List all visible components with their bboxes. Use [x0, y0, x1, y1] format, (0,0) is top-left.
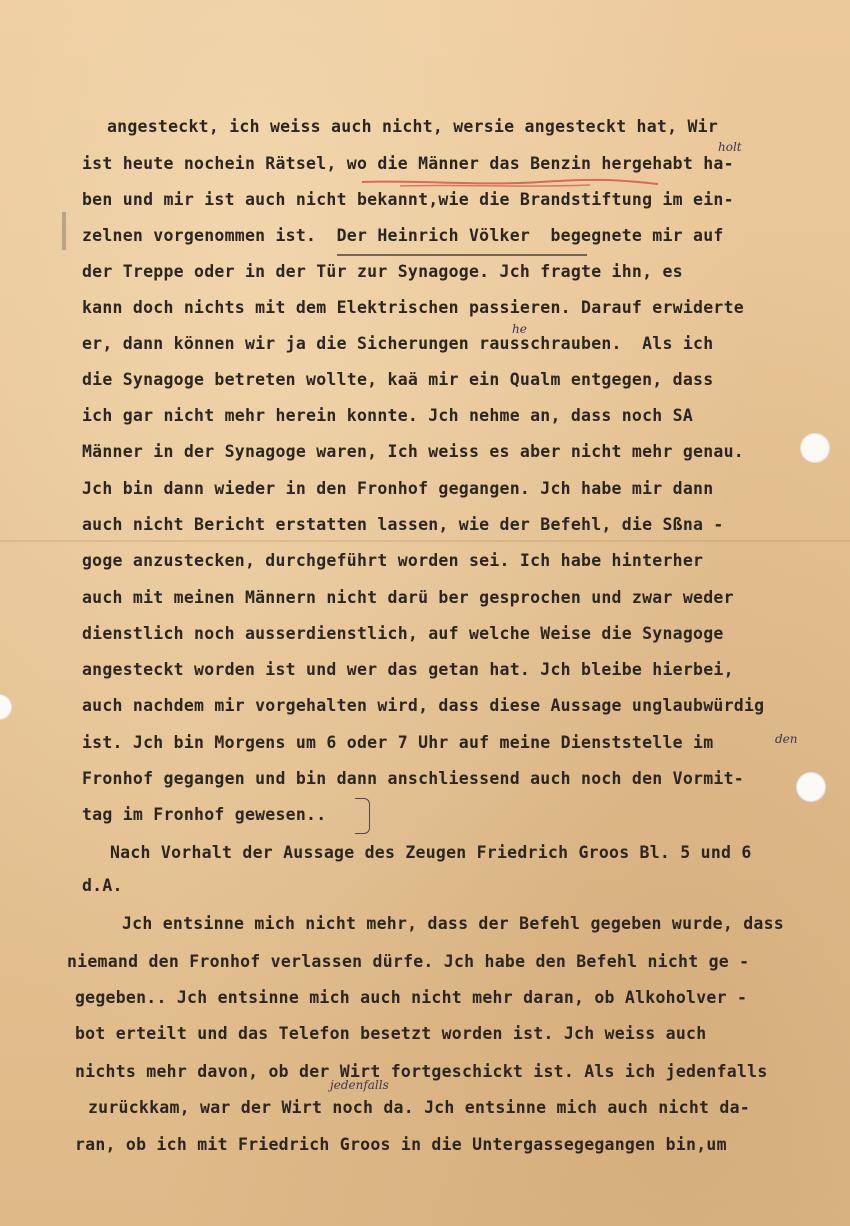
text-line: zurückkam, war der Wirt noch da. Jch entsinne mich auch nicht da-	[88, 1098, 750, 1117]
text-line: goge anzustecken, durchgeführt worden sei. Ich habe hinterher	[82, 551, 704, 570]
text-line: nichts mehr davon, ob der Wirt fortgeschickt ist. Als ich jedenfalls	[75, 1062, 768, 1081]
text-line: Jch bin dann wieder in den Fronhof gegangen. Jch habe mir dann	[82, 479, 714, 498]
handwritten-correction: holt	[718, 140, 742, 154]
text-line: ist heute nochein Rätsel, wo die Männer das Benzin hergehabt ha-	[82, 154, 734, 173]
text-line: ben und mir ist auch nicht bekannt,wie die Brandstiftung im ein-	[82, 190, 734, 209]
pencil-bracket	[355, 798, 370, 834]
punch-hole	[796, 772, 826, 802]
text-line: kann doch nichts mit dem Elektrischen passieren. Darauf erwiderte	[82, 298, 744, 317]
text-line: tag im Fronhof gewesen..	[82, 805, 327, 824]
text-line: Männer in der Synagoge waren, Ich weiss es aber nicht mehr genau.	[82, 442, 744, 461]
text-line: d.A.	[82, 876, 123, 895]
text-line: auch nicht Bericht erstatten lassen, wie der Befehl, die Sßna -	[82, 515, 724, 534]
punch-hole	[0, 694, 12, 720]
punch-hole	[800, 433, 830, 463]
text-line: der Treppe oder in der Tür zur Synagoge. Jch fragte ihn, es	[82, 262, 683, 281]
text-line: bot erteilt und das Telefon besetzt worden ist. Jch weiss auch	[75, 1024, 707, 1043]
handwritten-correction: he	[512, 322, 527, 336]
red-ink-underline	[360, 176, 660, 190]
text-line: die Synagoge betreten wollte, kaä mir ein Qualm entgegen, dass	[82, 370, 714, 389]
pencil-underline	[337, 254, 587, 256]
text-line: Jch entsinne mich nicht mehr, dass der Befehl gegeben wurde, dass	[122, 914, 784, 933]
text-line: ist. Jch bin Morgens um 6 oder 7 Uhr auf meine Dienststelle im	[82, 733, 714, 752]
handwritten-correction: jedenfalls	[330, 1078, 389, 1092]
handwritten-correction: den	[775, 732, 798, 746]
text-line: ran, ob ich mit Friedrich Groos in die Untergassegegangen bin,um	[75, 1135, 727, 1154]
text-line: angesteckt worden ist und wer das getan hat. Jch bleibe hierbei,	[82, 660, 734, 679]
paper-fold	[0, 540, 850, 542]
pencil-margin-mark	[62, 212, 66, 250]
text-line: auch nachdem mir vorgehalten wird, dass diese Aussage unglaubwürdig	[82, 696, 765, 715]
text-line: ich gar nicht mehr herein konnte. Jch nehme an, dass noch SA	[82, 406, 694, 425]
text-line: auch mit meinen Männern nicht darü ber gesprochen und zwar weder	[82, 588, 734, 607]
text-line: Fronhof gegangen und bin dann anschliessend auch noch den Vormit-	[82, 769, 744, 788]
text-line: Nach Vorhalt der Aussage des Zeugen Friedrich Groos Bl. 5 und 6	[110, 843, 752, 862]
text-line: angesteckt, ich weiss auch nicht, wersie angesteckt hat, Wir	[107, 117, 719, 136]
text-line: dienstlich noch ausserdienstlich, auf welche Weise die Synagoge	[82, 624, 724, 643]
text-line: niemand den Fronhof verlassen dürfe. Jch habe den Befehl nicht ge -	[67, 952, 750, 971]
text-line: gegeben.. Jch entsinne mich auch nicht mehr daran, ob Alkoholver -	[75, 988, 748, 1007]
text-line: er, dann können wir ja die Sicherungen rausschrauben. Als ich	[82, 334, 714, 353]
text-line: zelnen vorgenommen ist. Der Heinrich Völker begegnete mir auf	[82, 226, 724, 245]
